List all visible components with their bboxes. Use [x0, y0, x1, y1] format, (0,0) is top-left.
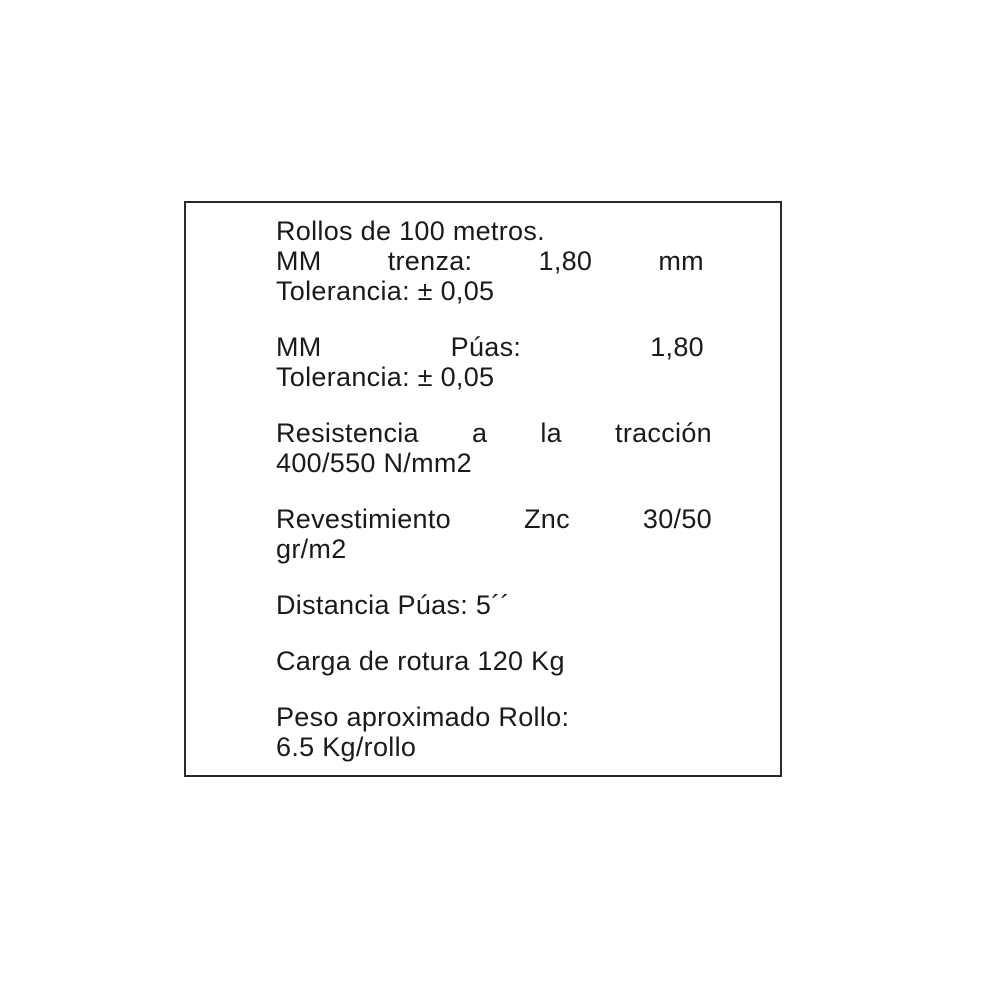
block-revestimiento	[276, 504, 712, 564]
revestimiento-line	[276, 504, 712, 534]
block-distancia	[276, 590, 712, 620]
trenza-word-4: mm	[658, 246, 704, 276]
resistencia-word-3: la	[540, 418, 562, 448]
rollos-line: Rollos de 100 metros.	[276, 216, 545, 246]
revestimiento-word-3: 30/50	[642, 504, 712, 534]
resistencia-word-4: tracción	[615, 418, 712, 448]
carga-line: Carga de rotura 120 Kg	[276, 646, 565, 676]
resistencia-line	[276, 418, 712, 448]
block-peso	[276, 702, 712, 762]
block-carga	[276, 646, 712, 676]
resistencia-word-1: Resistencia	[276, 418, 419, 448]
tolerancia-trenza-line: Tolerancia: ± 0,05	[276, 276, 495, 306]
revestimiento-unit-line: gr/m2	[276, 534, 347, 564]
revestimiento-word-1: Revestimiento	[276, 504, 451, 534]
trenza-line	[276, 246, 704, 276]
block-rollos	[276, 216, 712, 306]
distancia-line: Distancia Púas: 5´´	[276, 590, 510, 620]
trenza-word-3: 1,80	[538, 246, 593, 276]
resistencia-value-line: 400/550 N/mm2	[276, 448, 472, 478]
peso-value-line: 6.5 Kg/rollo	[276, 732, 417, 762]
block-puas	[276, 332, 712, 392]
trenza-word-1: MM	[276, 246, 322, 276]
resistencia-word-2: a	[471, 418, 488, 448]
puas-word-3: 1,80	[650, 332, 704, 362]
trenza-word-2: trenza:	[387, 246, 473, 276]
tolerancia-puas-line: Tolerancia: ± 0,05	[276, 362, 495, 392]
spec-sheet	[276, 216, 712, 788]
block-resistencia	[276, 418, 712, 478]
puas-word-2: Púas:	[450, 332, 522, 362]
peso-line: Peso aproximado Rollo:	[276, 702, 570, 732]
revestimiento-word-2: Znc	[523, 504, 570, 534]
puas-line	[276, 332, 704, 362]
puas-word-1: MM	[276, 332, 322, 362]
